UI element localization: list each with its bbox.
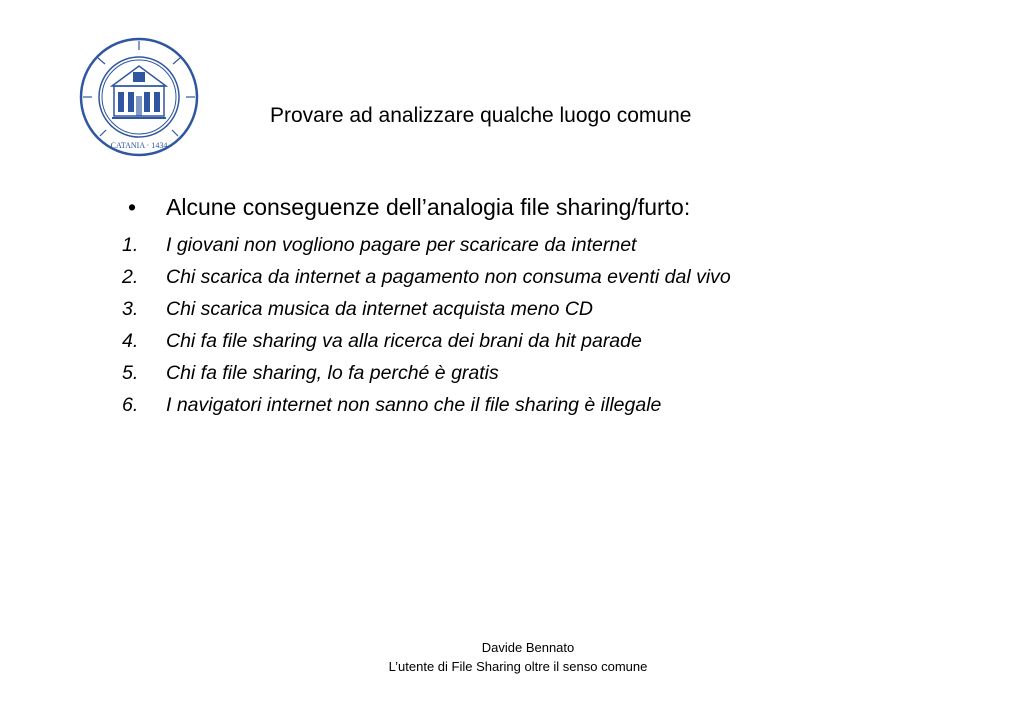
seal-icon — [78, 36, 200, 158]
list-number: 6. — [122, 394, 139, 416]
list-number: 4. — [122, 330, 139, 352]
bullet-mark: • — [128, 194, 137, 220]
list-number: 3. — [122, 298, 139, 320]
svg-text:CATANIA · 1434: CATANIA · 1434 — [110, 141, 168, 150]
list-text: Chi fa file sharing, lo fa perché è gratis — [166, 362, 499, 384]
list-text: I giovani non vogliono pagare per scaricare da internet — [166, 234, 637, 256]
footer-subtitle: L’utente di File Sharing oltre il senso comune — [388, 659, 648, 674]
bullet-text: Alcune conseguenze dell’analogia file sharing/furto: — [166, 194, 691, 220]
list-number: 2. — [122, 266, 139, 288]
footer-author: Davide Bennato — [481, 640, 575, 655]
list-text: I navigatori internet non sanno che il file sharing è illegale — [166, 394, 662, 416]
list-text: Chi scarica musica da internet acquista meno CD — [166, 298, 594, 320]
list-number: 5. — [122, 362, 139, 384]
list-text: Chi fa file sharing va alla ricerca dei brani da hit parade — [166, 330, 642, 352]
university-seal-logo — [78, 36, 200, 158]
list-text: Chi scarica da internet a pagamento non consuma eventi dal vivo — [166, 266, 731, 288]
slide-title: Provare ad analizzare qualche luogo comune — [270, 104, 692, 127]
list-number: 1. — [122, 234, 139, 256]
